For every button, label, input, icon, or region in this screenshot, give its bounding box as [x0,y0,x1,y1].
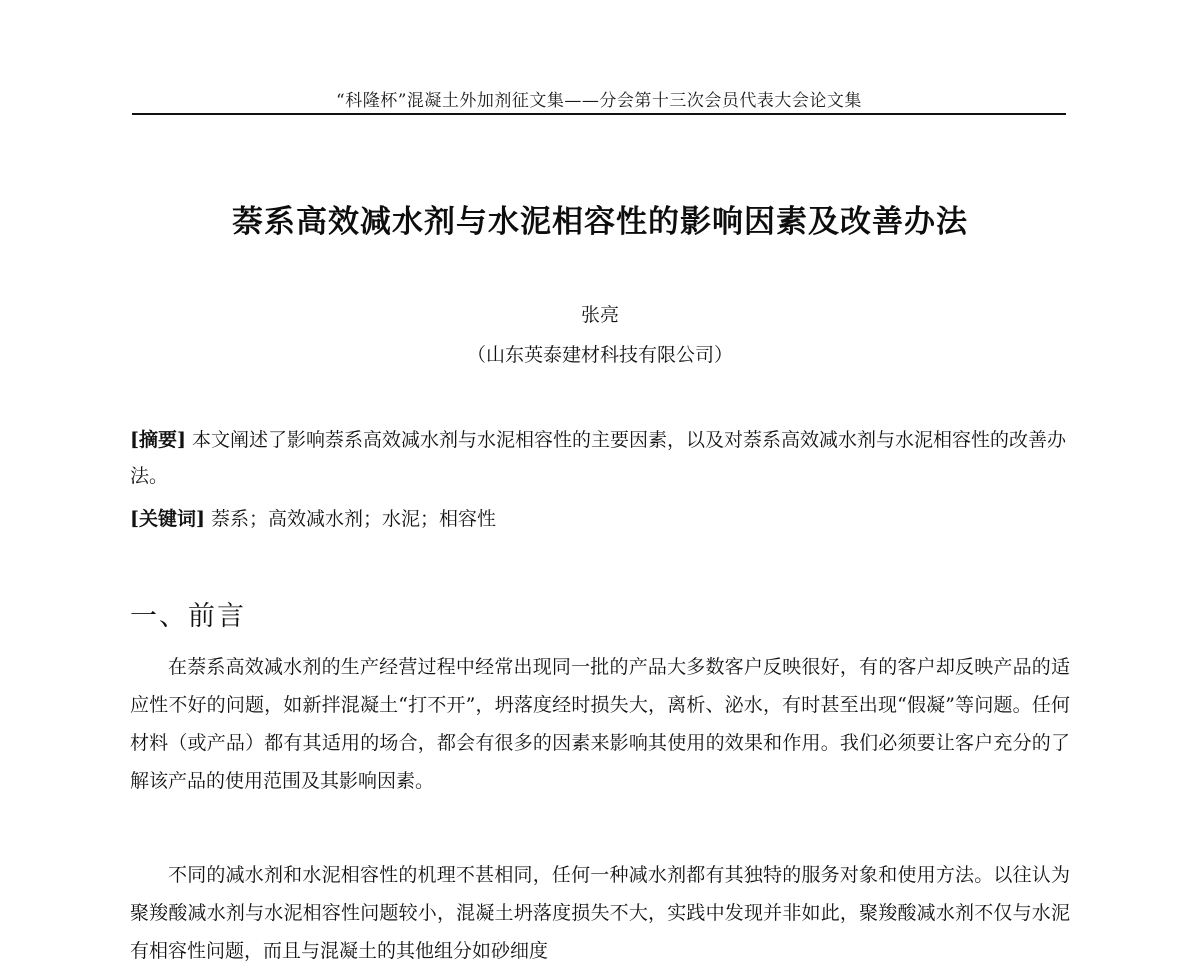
header-rule [132,113,1066,115]
author-affiliation: （山东英泰建材科技有限公司） [466,344,733,366]
body-paragraph-2: 不同的减水剂和水泥相容性的机理不甚相同，任何一种减水剂都有其独特的服务对象和使用方法。以往认为聚羧酸减水剂与水泥相容性问题较小，混凝土坍落度损失不大，实践中发现并非如此，聚羧酸减水剂不仅与水泥有相容性问题，而且与混凝土的其他组分如砂细度 [130,864,1070,962]
author-name: 张亮 [580,304,619,326]
keywords-text: 萘系；高效减水剂；水泥；相容性 [211,508,497,530]
keywords-label: [关键词] [130,508,205,530]
abstract [130,422,1070,494]
abstract-label: [摘要] [130,429,186,451]
paper-title: 萘系高效减水剂与水泥相容性的影响因素及改善办法 [232,204,968,240]
section-heading: 一、前言 [130,601,246,632]
abstract-text: 本文阐述了影响萘系高效减水剂与水泥相容性的主要因素，以及对萘系高效减水剂与水泥相容性的改善办法。 [130,429,1067,487]
body-paragraph-1: 在萘系高效减水剂的生产经营过程中经常出现同一批的产品大多数客户反映很好，有的客户却反映产品的适应性不好的问题，如新拌混凝土“打不开”，坍落度经时损失大，离析、泌水，有时甚至出现“假凝”等问题。任何材料（或产品）都有其适用的场合，都会有很多的因素来影响其使用的效果和作用。我们必须要让客户充分的了解该产品的使用范围及其影响因素。 [130,656,1070,792]
running-header: “科隆杯”混凝土外加剂征文集——分会第十三次会员代表大会论文集 [336,91,862,111]
keywords [130,504,1070,534]
